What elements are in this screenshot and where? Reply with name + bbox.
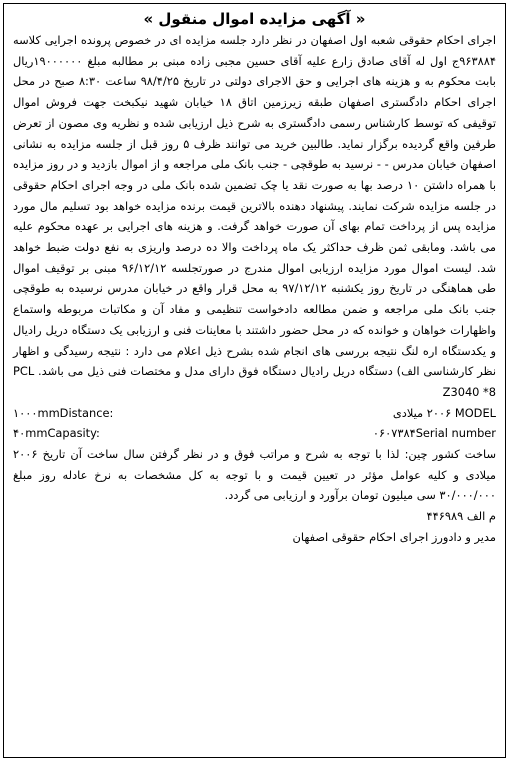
spec-model-label: MODEL xyxy=(454,405,496,420)
spec-distance-label: Distance: xyxy=(59,405,114,420)
paragraph-1: اجرای احکام حقوقی شعبه اول اصفهان در نظر دارد جلسه مزایده ای در خصوص پرونده اجرایی کلاسه ۹۶۳۸۸۴ج اول له آقای صادق زارع علیه آقای حسین مجبی زاده مبنی بر مطالبه مبلغ ۱۹۰۰۰۰۰۰ریال بابت محکوم به و هزینه های اجرایی و حق الاجرای دولتی در تاریخ ۹۸/۴/۲۵ ساعت ۸:۳۰ صبح در محل اجرای احکام دادگستری اصفهان طبقه زیرزمین اتاق ۱۸ خیابان شهید نیکبخت جهت فروش اموال توقیفی که توسط کارشناس رسمی دادگستری به شرح ذیل ارزیابی شده و نظریه وی مصون از تعرض طرفین واقع گردیده برگزار نماید. طالبین خرید می توانند ظرف ۵ روز قبل از جلسه مزایده به نشانی اصفهان خیابان مدرس - - نرسید به طوقچی - جنب بانک ملی مراجعه و از اموال بازدید و در روز مزایده با همراه داشتن ۱۰ درصد بها به صورت نقد یا چک تضمین شده بانک ملی در وجه اجرای احکام حقوقی در جلسه مزایده شرکت نمایند. پیشنهاد دهنده بالاترین قیمت برنده مزایده خواهد بود تسلیم مال مورد مزایده پس از پرداخت تمام بهای آن صورت خواهد گرفت. و هزینه های اجرایی بر عهده محکوم علیه می باشد. ومابقی ثمن ظرف حداکثر یک ماه پرداخت والا ده درصد واریزی به نفع دولت ضبط خواهد شد. لیست اموال مورد مزایده ارزیابی اموال مندرج در صورتجلسه ۹۶/۱۲/۱۲ مبنی بر توقیف اموال طی هماهنگی در تاریخ روز یکشنبه ۹۷/۱۲/۱۲ به محل قرار واقع در خیابان مدرس نرسیده به طوقچی جنب بانک ملی مراجعه و ضمن مطالعه دادخواست تنظیمی و مفاد آن و مکاتبات مربوطه واستماع واظهارات خواهان و خوانده که در محل حضور داشتند با معاینات فنی و ارزیابی یک دستگاه دریل رادیال و یکدستگاه اره لنگ نتیجه بررسی های انجام شده بشرح ذیل اعلام می دارد : نتیجه رسیدگی و اظهار نظر کارشناسی الف) دستگاه دریل رادیال دستگاه فوق دارای مدل و مختصات فنی ذیل می باشد. PCL Z3040 *8 xyxy=(13,33,497,399)
spec-distance-value: ۱۰۰۰mm xyxy=(13,405,60,420)
ad-title: « آگهی مزایده اموال منقول » xyxy=(143,10,366,28)
spec-model xyxy=(393,403,496,424)
signature: مدیر و دادورز اجرای احکام حقوقی اصفهان xyxy=(292,529,496,544)
reference-number: م الف ۴۴۶۹۸۹ xyxy=(426,509,496,524)
spec-model-value: ۲۰۰۶ میلادی xyxy=(392,405,452,420)
paragraph-2: ساخت کشور چین: لذا با توجه به شرح و مراتب فوق و در نظر گرفتن سال ساخت آن تاریخ ۲۰۰۶ میلادی و کلیه عوامل مؤثر در تعیین قیمت و با توجه به کل مشخصات به نرخ عادله روز مبلغ ۳۰/۰۰۰/۰۰۰ سی میلیون تومان برآورد و ارزیابی می گردد. xyxy=(13,447,496,503)
spec-line-2 xyxy=(4,423,505,444)
spec-capasity-value: ۴۰mm xyxy=(13,426,48,441)
spec-serial xyxy=(373,423,496,444)
spec-distance xyxy=(13,403,113,424)
spec-capasity-label: Capasity: xyxy=(47,426,100,441)
spec-serial-value: ۰۶۰۷۳۸۴ xyxy=(372,426,416,441)
spec-line-1 xyxy=(4,403,505,424)
ad-frame xyxy=(3,3,506,758)
spec-capasity xyxy=(13,423,100,444)
ad-body xyxy=(4,30,505,403)
spec-serial-label: Serial number xyxy=(415,426,496,441)
ad-body-2 xyxy=(4,444,505,548)
